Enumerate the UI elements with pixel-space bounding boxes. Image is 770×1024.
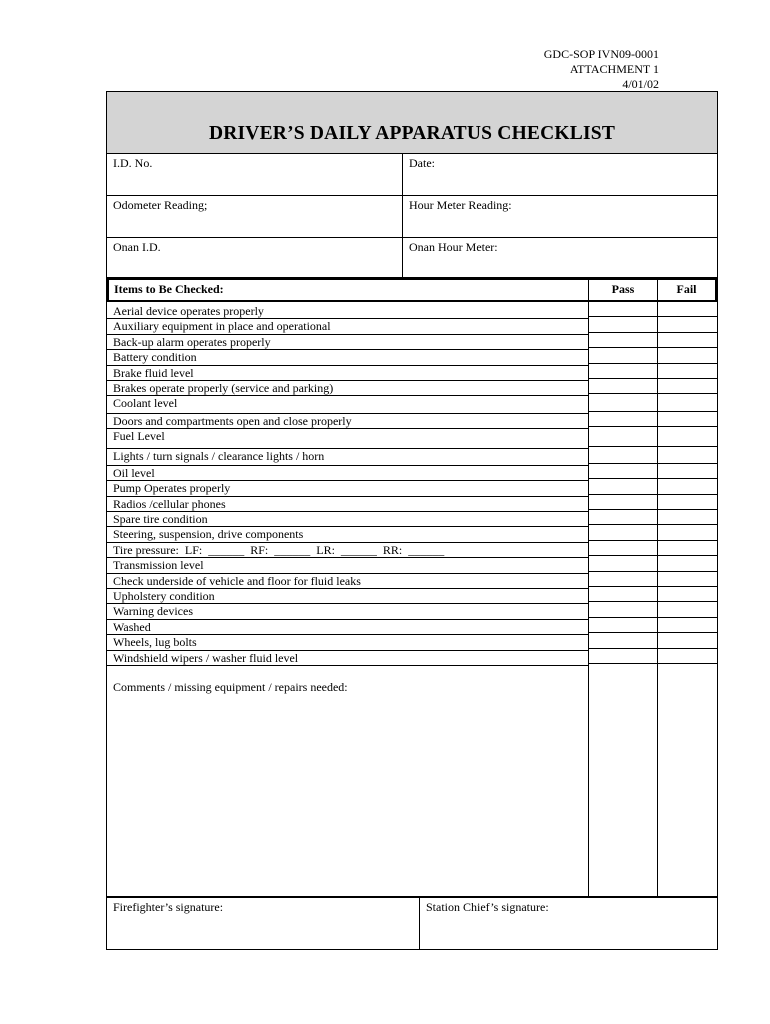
comments-field[interactable]: Comments / missing equipment / repairs needed: xyxy=(113,679,348,694)
fail-checkbox-cell[interactable] xyxy=(658,333,717,348)
col-items-header: Items to Be Checked: xyxy=(109,280,589,300)
form-title: DRIVER’S DAILY APPARATUS CHECKLIST xyxy=(208,122,616,144)
checklist-item: Upholstery condition xyxy=(107,589,588,604)
fail-checkbox-cell[interactable] xyxy=(658,525,717,540)
fail-checkbox-cell[interactable] xyxy=(658,556,717,571)
pass-checkbox-cell[interactable] xyxy=(589,364,657,379)
date-field[interactable]: Date: xyxy=(409,156,435,170)
fail-checkbox-cell[interactable] xyxy=(658,394,717,411)
checklist-item: Wheels, lug bolts xyxy=(107,635,588,650)
title-box xyxy=(106,91,718,154)
pass-checkbox-cell[interactable] xyxy=(589,333,657,348)
pass-checkbox-cell[interactable] xyxy=(589,556,657,571)
doc-date: 4/01/02 xyxy=(622,77,659,91)
fail-checkbox-cell[interactable] xyxy=(658,302,717,317)
table-body xyxy=(107,302,717,896)
fail-checkbox-cell[interactable] xyxy=(658,379,717,394)
checklist-item: Windshield wipers / washer fluid level xyxy=(107,651,588,666)
pass-checkbox-cell[interactable] xyxy=(589,618,657,633)
pass-checkbox-cell[interactable] xyxy=(589,602,657,617)
pass-checkbox-cell[interactable] xyxy=(589,633,657,648)
checklist-item: Oil level xyxy=(107,466,588,481)
items-column xyxy=(107,302,589,896)
items-table xyxy=(106,278,718,897)
checklist-item: Lights / turn signals / clearance lights / horn xyxy=(107,449,588,466)
firefighter-signature-field[interactable]: Firefighter’s signature: xyxy=(107,898,420,949)
checklist-item: Battery condition xyxy=(107,350,588,365)
checklist-item: Spare tire condition xyxy=(107,512,588,527)
checklist-item: Brakes operate properly (service and parking) xyxy=(107,381,588,396)
info-row-id-date xyxy=(106,154,718,196)
checklist-item: Doors and compartments open and close properly xyxy=(107,414,588,429)
document-header xyxy=(544,47,659,92)
fail-checkbox-cell[interactable] xyxy=(658,510,717,525)
station-chief-signature-field[interactable]: Station Chief’s signature: xyxy=(426,899,549,914)
pass-checkbox-cell[interactable] xyxy=(589,649,657,664)
checklist-item: Coolant level xyxy=(107,396,588,413)
pass-checkbox-cell[interactable] xyxy=(589,427,657,446)
fail-checkbox-cell[interactable] xyxy=(658,348,717,363)
checklist-item: Steering, suspension, drive components xyxy=(107,527,588,542)
doc-code: GDC-SOP IVN09-0001 xyxy=(543,47,659,61)
signature-row xyxy=(106,897,718,950)
checklist-item: Back-up alarm operates properly xyxy=(107,335,588,350)
pass-checkbox-cell[interactable] xyxy=(589,348,657,363)
checklist-item: Check underside of vehicle and floor for fluid leaks xyxy=(107,574,588,589)
fail-checkbox-cell[interactable] xyxy=(658,412,717,427)
fail-checkbox-cell[interactable] xyxy=(658,649,717,664)
id-no-field[interactable]: I.D. No. xyxy=(107,154,403,195)
fail-checkbox-cell[interactable] xyxy=(658,541,717,556)
checklist-item: Transmission level xyxy=(107,558,588,573)
fail-checkbox-cell[interactable] xyxy=(658,364,717,379)
fail-checkbox-cell[interactable] xyxy=(658,587,717,602)
checklist-item: Radios /cellular phones xyxy=(107,497,588,512)
pass-checkbox-cell[interactable] xyxy=(589,394,657,411)
fail-checkbox-cell[interactable] xyxy=(658,464,717,479)
info-row-odometer xyxy=(106,196,718,238)
col-fail-header: Fail xyxy=(676,282,697,296)
pass-checkbox-cell[interactable] xyxy=(589,510,657,525)
onan-id-field[interactable]: Onan I.D. xyxy=(107,238,403,277)
checklist-item: Auxiliary equipment in place and operational xyxy=(107,319,588,334)
fail-checkbox-cell[interactable] xyxy=(658,495,717,510)
checklist-item: Tire pressure: LF: ______ RF: ______ LR: ______ RR: ______ xyxy=(107,543,588,558)
fail-checkbox-cell[interactable] xyxy=(658,572,717,587)
pass-checkbox-cell[interactable] xyxy=(589,302,657,317)
pass-checkbox-cell[interactable] xyxy=(589,479,657,494)
pass-checkbox-cell[interactable] xyxy=(589,495,657,510)
onan-hour-meter-field[interactable]: Onan Hour Meter: xyxy=(409,240,498,254)
fail-checkbox-cell[interactable] xyxy=(658,602,717,617)
checklist-item: Fuel Level xyxy=(107,429,588,448)
pass-checkbox-cell[interactable] xyxy=(589,541,657,556)
table-header xyxy=(107,278,717,302)
fail-checkbox-cell[interactable] xyxy=(658,618,717,633)
pass-checkbox-cell[interactable] xyxy=(589,412,657,427)
checklist-form xyxy=(106,91,718,950)
checklist-item: Pump Operates properly xyxy=(107,481,588,496)
pass-checkbox-cell[interactable] xyxy=(589,572,657,587)
col-pass-header: Pass xyxy=(589,280,658,300)
hour-meter-field[interactable]: Hour Meter Reading: xyxy=(409,198,512,212)
fail-checkbox-cell[interactable] xyxy=(658,447,717,464)
pass-checkbox-cell[interactable] xyxy=(589,317,657,332)
info-row-onan xyxy=(106,238,718,278)
odometer-field[interactable]: Odometer Reading; xyxy=(107,196,403,237)
checklist-item: Brake fluid level xyxy=(107,366,588,381)
fail-checkbox-cell[interactable] xyxy=(658,479,717,494)
comments-spacer xyxy=(658,664,717,894)
pass-checkbox-cell[interactable] xyxy=(589,464,657,479)
fail-checkbox-cell[interactable] xyxy=(658,427,717,446)
checklist-item: Washed xyxy=(107,620,588,635)
pass-checkbox-cell[interactable] xyxy=(589,525,657,540)
pass-checkbox-cell[interactable] xyxy=(589,447,657,464)
attachment-label: ATTACHMENT 1 xyxy=(569,62,659,76)
pass-checkbox-cell[interactable] xyxy=(589,379,657,394)
pass-column xyxy=(589,302,658,896)
checklist-item: Warning devices xyxy=(107,604,588,619)
pass-checkbox-cell[interactable] xyxy=(589,587,657,602)
checklist-item: Aerial device operates properly xyxy=(107,304,588,319)
fail-checkbox-cell[interactable] xyxy=(658,633,717,648)
comments-spacer xyxy=(589,664,657,894)
fail-checkbox-cell[interactable] xyxy=(658,317,717,332)
fail-column xyxy=(658,302,717,896)
